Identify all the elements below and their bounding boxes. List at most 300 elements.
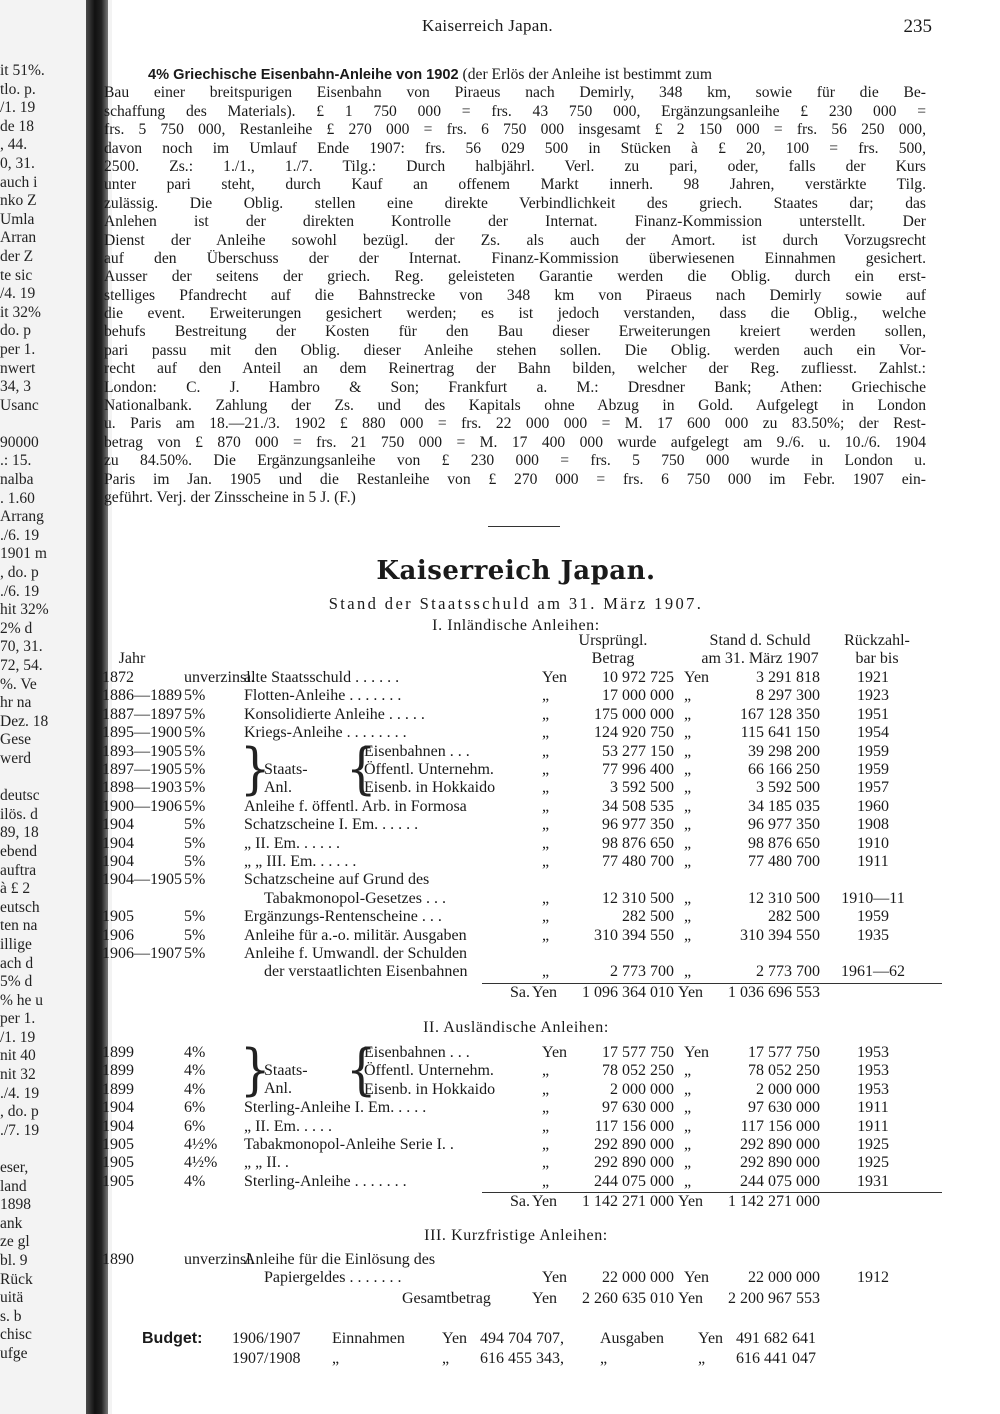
gutter-fragment: Umla	[0, 210, 35, 228]
cell-name: „ „ III. Em. . . . . .	[244, 853, 357, 870]
cell-stand: 12 310 500	[748, 889, 820, 907]
cell-bis: 1959	[857, 908, 889, 926]
cell-betrag: 98 876 650	[602, 834, 674, 852]
cell-cur1: „	[542, 1062, 550, 1080]
gutter-fragment: à £ 2	[0, 880, 31, 898]
gutter-fragment: 72, 54.	[0, 657, 43, 674]
gutter-fragment: Arrang	[0, 508, 44, 526]
cell-name: Sterling-Anleihe I. Em. . . . .	[244, 1099, 427, 1117]
left-brace: }	[240, 736, 271, 801]
cell-bis: 1957	[857, 779, 889, 797]
left-margin-bleed	[0, 0, 112, 1414]
table-row	[102, 927, 932, 945]
header-stand	[690, 632, 830, 668]
budget-ein: 616 455 343,	[480, 1350, 564, 1367]
paragraph-line-text: (der Erlös der Anleihe ist bestimmt zum	[458, 66, 712, 83]
gutter-fragment: uitä	[0, 1289, 24, 1307]
cell-zins: 5%	[184, 797, 206, 815]
gutter-fragment: it 51%.	[0, 62, 45, 79]
cell-bis: 1935	[857, 926, 889, 944]
paragraph-line-text: London: C. J. Hambro & Son; Frankfurt a. M.: Dresdner Bank; Athen: Griechische	[104, 378, 926, 396]
cell-stand: 3 291 818	[756, 669, 820, 686]
gutter-fragment: nalba	[0, 471, 34, 489]
gutter-fragment: deutsc	[0, 787, 40, 805]
gutter-fragment: it 32%	[0, 303, 41, 321]
part2-heading: II. Ausländische Anleihen:	[423, 1019, 609, 1036]
cell-jahr: 1904	[102, 853, 134, 870]
paragraph-line	[104, 232, 926, 250]
budget-aus_cur: Yen	[698, 1330, 724, 1347]
cell-zins: 4%	[184, 1044, 206, 1061]
table-row	[102, 1136, 932, 1154]
paragraph-line	[104, 379, 926, 397]
gutter-fragment: Rück	[0, 1270, 33, 1288]
table-row	[102, 816, 932, 834]
sum-stand: 1 036 696 553	[728, 983, 820, 1001]
cell-bis: 1959	[857, 761, 889, 778]
header-urspr-line2: Betrag	[591, 650, 635, 667]
sum-stand: 1 142 271 000	[728, 1193, 820, 1211]
cell-stand: 96 977 350	[748, 816, 820, 834]
cell-zins: 6%	[184, 1099, 206, 1117]
table-row	[102, 1154, 932, 1172]
table-row	[102, 853, 932, 871]
cell-stand: 97 630 000	[748, 1099, 820, 1117]
header-rueck-line2: bar bis	[855, 650, 899, 667]
left-brace: }	[240, 1037, 271, 1103]
cell-cur1: „	[542, 797, 550, 815]
cell-betrag: 77 480 700	[602, 853, 674, 870]
cell-cur1: Yen	[542, 1269, 568, 1287]
cell-cur2: „	[684, 963, 692, 981]
sum-cur1: Yen	[532, 1289, 558, 1307]
loan-title: 4% Griechische Eisenbahn-Anleihe von 1902	[148, 67, 459, 83]
cell-zins: 4%	[184, 1172, 206, 1190]
gutter-fragment: ufge	[0, 1344, 28, 1362]
cell-betrag: 292 890 000	[594, 1154, 674, 1172]
cell-stand: 2 773 700	[756, 963, 820, 981]
cell-betrag: 292 890 000	[594, 1136, 674, 1153]
paragraph-line-text: davon noch im Umlauf Ende 1907: frs. 56 029 500 in Stücken à £ 20, 100 = frs. 500,	[104, 139, 926, 157]
right-brace: {	[346, 736, 377, 801]
gutter-fragment: /1. 19	[0, 99, 36, 117]
budget-aus_label: Ausgaben	[600, 1330, 664, 1347]
cell-cur2: „	[684, 705, 692, 723]
cell-jahr: 1905	[102, 1136, 134, 1153]
table-row	[102, 1081, 932, 1099]
cell-betrag: 3 592 500	[610, 779, 674, 797]
gutter-fragment: per 1.	[0, 340, 36, 358]
cell-name: der verstaatlichten Eisenbahnen	[264, 963, 468, 981]
paragraph-line	[104, 176, 926, 194]
paragraph-line	[104, 66, 926, 84]
paragraph-line-text: u. Paris am 18.—21./3. 1902 £ 880 000 = frs. 22 000 000 = M. 17 600 000 zu 83.50%; der Rest-	[104, 415, 926, 433]
gutter-fragment: illige	[0, 935, 32, 953]
cell-betrag: 310 394 550	[594, 926, 674, 944]
budget-label: Budget:	[142, 1330, 203, 1347]
cell-betrag: 17 000 000	[602, 687, 674, 705]
gutter-fragment: chisc	[0, 1326, 32, 1344]
cell-zins: unverzinsl.	[184, 669, 255, 686]
gutter-fragment: 1901 m	[0, 545, 47, 563]
gutter-fragment: , do. p	[0, 1103, 39, 1121]
gutter-fragment: ilös. d	[0, 805, 38, 823]
gutter-fragment: ./4. 19	[0, 1084, 40, 1102]
cell-cur1: „	[542, 705, 550, 723]
cell-zins: 4½%	[184, 1154, 218, 1172]
cell-cur2: „	[684, 889, 692, 907]
gutter-fragment: ze gl	[0, 1233, 30, 1251]
gutter-fragment: % he u	[0, 991, 44, 1009]
cell-stand: 244 075 000	[740, 1172, 820, 1190]
gutter-fragment: Gese	[0, 731, 31, 749]
cell-name: alte Staatsschuld . . . . . .	[244, 669, 400, 686]
cell-stand: 3 592 500	[756, 779, 820, 797]
table-row	[102, 687, 932, 705]
cell-betrag: 2 000 000	[610, 1080, 674, 1098]
paragraph-line-text: die event. Erweiterungen gesichert werden; es ist jedoch verstanden, dass die Oblig., welche	[104, 305, 926, 323]
gutter-text-fragments	[0, 62, 84, 1364]
cell-jahr: 1895—1900	[102, 724, 182, 742]
table-row	[102, 835, 932, 853]
cell-cur1: „	[542, 1080, 550, 1098]
cell-betrag: 124 920 750	[594, 724, 674, 742]
cell-name: „ II. Em. . . . .	[244, 1117, 332, 1135]
cell-stand: 39 298 200	[748, 742, 820, 760]
gutter-fragment: hit 32%	[0, 601, 49, 619]
cell-name: Ergänzungs-Rentenscheine . . .	[244, 908, 442, 926]
paragraph-line	[104, 360, 926, 378]
table-row	[102, 963, 932, 981]
cell-stand: 115 641 150	[740, 724, 820, 742]
header-rueck-line1: Rückzahl-	[844, 632, 910, 649]
cell-jahr: 1898—1903	[102, 779, 182, 797]
gutter-fragment: hr na	[0, 694, 32, 712]
cell-bis: 1925	[857, 1136, 889, 1153]
budget-ein_label: Einnahmen	[332, 1330, 405, 1347]
sum-cur1: Yen	[532, 983, 558, 1001]
gutter-fragment: de 18	[0, 117, 35, 135]
sum-row	[102, 1193, 932, 1211]
cell-zins: 5%	[184, 705, 206, 723]
gutter-fragment: land	[0, 1177, 27, 1195]
cell-zins: 5%	[184, 761, 206, 778]
cell-jahr: 1887—1897	[102, 705, 182, 723]
paragraph-line-text: Ausser der seitens der griech. Reg. geleisteten Garantie werden die Oblig. durch ein erst-	[104, 268, 926, 286]
cell-betrag: 10 972 725	[602, 669, 674, 686]
cell-zins: 5%	[184, 742, 206, 760]
cell-betrag: 78 052 250	[602, 1062, 674, 1080]
gutter-fragment: ./7. 19	[0, 1121, 40, 1139]
gutter-fragment: 90000	[0, 433, 39, 451]
cell-jahr: 1906	[102, 926, 134, 944]
cell-zins: 5%	[184, 908, 206, 926]
cell-cur2: Yen	[684, 1044, 710, 1061]
paragraph-line-text: Dienst der Anleihe sowohl bezügl. der Zs. als auch der Amort. ist durch Vorzugsrecht	[104, 231, 926, 249]
paragraph-line-text: 2500. Zs.: 1./1., 1./7. Tilg.: Durch halbjährl. Verl. zu pari, oder, falls der Kurs	[104, 157, 926, 175]
gutter-fragment: nit 32	[0, 1066, 36, 1084]
paragraph-line-text: Paris im Jan. 1905 und die Restanleihe von £ 270 000 = frs. 6 750 000 im Febr. 1907 ein-	[104, 470, 926, 488]
table-row	[102, 1269, 932, 1287]
cell-bis: 1910—11	[841, 889, 905, 907]
greek-railway-loan-paragraph	[104, 66, 926, 507]
cell-stand: 17 577 750	[748, 1044, 820, 1061]
cell-cur2: „	[684, 816, 692, 834]
paragraph-line	[104, 415, 926, 433]
cell-stand: 34 185 035	[748, 797, 820, 815]
cell-betrag: 17 577 750	[602, 1044, 674, 1061]
budget-aus_cur: „	[698, 1350, 706, 1367]
cell-jahr: 1906—1907	[102, 945, 182, 962]
cell-jahr: 1890	[102, 1251, 134, 1268]
gutter-fragment: 70, 31.	[0, 638, 43, 656]
part1-heading: I. Inländische Anleihen:	[432, 617, 600, 634]
budget-aus: 616 441 047	[736, 1350, 816, 1367]
sum-label: Sa.	[510, 983, 530, 1001]
cell-cur1: „	[542, 963, 550, 981]
gutter-fragment: 89, 18	[0, 824, 39, 842]
cell-name: Schatzscheine I. Em. . . . . .	[244, 816, 419, 834]
sum-betrag: 1 142 271 000	[582, 1193, 674, 1211]
paragraph-line-text: behufs Bestreitung der Kosten für den Bau dieser Erweiterungen kreiert werden sollen,	[104, 323, 926, 341]
gutter-fragment: bl. 9	[0, 1252, 28, 1269]
cell-cur2: „	[684, 1080, 692, 1098]
cell-zins: 4½%	[184, 1136, 218, 1153]
gutter-fragment: ten na	[0, 917, 38, 935]
cell-jahr: 1899	[102, 1080, 134, 1098]
cell-name: Kriegs-Anleihe . . . . . . . .	[244, 724, 407, 742]
cell-name: Papiergeldes . . . . . . .	[264, 1269, 402, 1287]
gutter-fragment: tlo. p.	[0, 80, 36, 98]
gutter-fragment: per 1.	[0, 1010, 36, 1028]
sum-cur2: Yen	[678, 1193, 704, 1211]
cell-zins: 5%	[184, 724, 206, 742]
cell-bis: 1953	[857, 1062, 889, 1080]
cell-jahr: 1886—1889	[102, 687, 182, 705]
cell-stand: 98 876 650	[748, 834, 820, 852]
cell-cur1: „	[542, 889, 550, 907]
gutter-fragment: . 1.60	[0, 489, 35, 507]
cell-zins: 4%	[184, 1062, 206, 1080]
header-stand-line2: am 31. März 1907	[701, 650, 819, 667]
cell-bis: 1953	[857, 1044, 889, 1061]
gutter-fragment: /4. 19	[0, 285, 36, 303]
cell-name: Eisenbahnen . . .	[364, 1044, 470, 1061]
cell-stand: 66 166 250	[748, 761, 820, 778]
gutter-fragment: te sic	[0, 266, 33, 284]
gutter-fragment: ebend	[0, 842, 38, 860]
table-row	[102, 871, 932, 889]
sum-cur2: Yen	[678, 1289, 704, 1307]
paragraph-line-text: Nationalbank. Zahlung der Zs. und des Kapitals ohne Abzug in Gold. Aufgelegt in London	[104, 397, 926, 415]
cell-name: Flotten-Anleihe . . . . . . .	[244, 687, 402, 705]
paragraph-line-text: stelliges Pfandrecht auf die Bahnstrecke von 348 km von Piraeus nach Demirly sowie auf	[104, 286, 926, 304]
paragraph-line	[104, 323, 926, 341]
cell-cur2: „	[684, 908, 692, 926]
budget-jahr: 1906/1907	[232, 1330, 301, 1347]
paragraph-line	[104, 489, 926, 507]
cell-name: Anleihe für a.-o. militär. Ausgaben	[244, 926, 467, 944]
table-row	[102, 1173, 932, 1191]
gutter-fragment: auch i	[0, 173, 38, 191]
cell-betrag: 12 310 500	[602, 889, 674, 907]
gutter-fragment: ach d	[0, 954, 34, 972]
cell-name: Anleihe f. Umwandl. der Schulden	[244, 945, 468, 962]
cell-cur2: Yen	[684, 1269, 710, 1287]
paragraph-line-text: pari passu mit den Oblig. dieser Anleihe stehen sollen. Die Oblig. werden auch ein Vor-	[104, 341, 926, 359]
cell-name: Anleihe f. öffentl. Arb. in Formosa	[244, 797, 467, 815]
cell-jahr: 1904	[102, 1117, 134, 1135]
cell-cur2: „	[684, 1172, 692, 1190]
cell-cur1: Yen	[542, 669, 568, 686]
page	[102, 0, 992, 1414]
cell-name: „ „ II. .	[244, 1154, 289, 1172]
part3-heading: III. Kurzfristige Anleihen:	[424, 1227, 608, 1244]
cell-betrag: 282 500	[622, 908, 674, 926]
paragraph-line	[104, 103, 926, 121]
paragraph-line	[104, 140, 926, 158]
cell-stand: 22 000 000	[748, 1269, 820, 1287]
cell-cur2: „	[684, 834, 692, 852]
cell-betrag: 2 773 700	[610, 963, 674, 981]
cell-bis: 1931	[857, 1172, 889, 1190]
cell-cur2: „	[684, 1117, 692, 1135]
cell-name: Eisenb. in Hokkaido	[364, 779, 496, 797]
sum-label: Gesamtbetrag	[402, 1289, 491, 1307]
right-brace: {	[346, 1037, 377, 1103]
cell-stand: 117 156 000	[740, 1117, 820, 1135]
gutter-fragment: 0, 31.	[0, 154, 35, 172]
cell-cur2: „	[684, 853, 692, 870]
cell-zins: 5%	[184, 779, 206, 797]
cell-stand: 292 890 000	[740, 1136, 820, 1153]
page-number: 235	[903, 16, 932, 37]
paragraph-line-text: Bau einer breitspurigen Eisenbahn von Piraeus nach Demirly, 348 km, sowie für die Be-	[104, 84, 926, 102]
paragraph-line	[104, 195, 926, 213]
cell-bis: 1910	[857, 834, 889, 852]
budget-aus_label: „	[600, 1350, 608, 1367]
cell-zins: 5%	[184, 834, 206, 852]
paragraph-line	[104, 434, 926, 452]
paragraph-line	[104, 250, 926, 268]
table-row	[102, 743, 932, 761]
cell-name: Sterling-Anleihe . . . . . . .	[244, 1172, 407, 1190]
cell-jahr: 1905	[102, 1154, 134, 1172]
cell-jahr: 1893—1905	[102, 742, 182, 760]
cell-name: Schatzscheine auf Grund des	[244, 871, 430, 889]
cell-cur1: „	[542, 1154, 550, 1172]
cell-cur2: „	[684, 687, 692, 705]
gutter-fragment	[0, 769, 84, 788]
paragraph-line-text: zulässig. Die Oblig. stellen eine direkte Verbindlichkeit des griech. Staates dar; das	[104, 194, 926, 212]
paragraph-line	[104, 397, 926, 415]
cell-betrag: 244 075 000	[594, 1172, 674, 1190]
cell-name: Tabakmonopol-Gesetzes . . .	[264, 889, 446, 907]
cell-name: „ II. Em. . . . . .	[244, 834, 340, 852]
paragraph-line-text: recht auf den Anteil an dem Reinertrag der Bahn bilden, welcher der Reg. zufliesst. Zahlst.:	[104, 360, 926, 378]
cell-stand: 2 000 000	[756, 1080, 820, 1098]
cell-bis: 1912	[857, 1269, 889, 1287]
cell-jahr: 1899	[102, 1044, 134, 1061]
gutter-fragment: ank	[0, 1214, 23, 1232]
paragraph-line	[104, 287, 926, 305]
paragraph-line-text: zu 84.50%. Die Ergänzungsanleihe von £ 230 000 = frs. 5 750 000 wurde in London u.	[104, 452, 926, 470]
cell-cur1: „	[542, 1099, 550, 1117]
paragraph-line	[104, 158, 926, 176]
cell-zins: 5%	[184, 926, 206, 944]
cell-cur1: „	[542, 926, 550, 944]
cell-cur1: „	[542, 724, 550, 742]
paragraph-line-text: geführt. Verj. der Zinsscheine in 5 J. (F.)	[104, 488, 356, 506]
cell-cur1: „	[542, 1117, 550, 1135]
sum-betrag: 2 260 635 010	[582, 1289, 674, 1307]
cell-bis: 1911	[857, 1117, 889, 1135]
cell-betrag: 175 000 000	[594, 705, 674, 723]
gutter-fragment: werd	[0, 749, 31, 767]
sum-betrag: 1 096 364 010	[582, 983, 674, 1001]
cell-zins: 5%	[184, 816, 206, 834]
sum-cur1: Yen	[532, 1193, 558, 1211]
cell-name: Anleihe für die Einlösung des	[244, 1251, 436, 1268]
gutter-fragment: 34, 3	[0, 378, 31, 396]
gutter-fragment: auftra	[0, 861, 37, 879]
paragraph-line-text: unter pari steht, durch Kauf an offenem Markt innerh. 98 Jahren, verstärkte Tilg.	[104, 176, 926, 194]
cell-stand: 167 128 350	[740, 705, 820, 723]
cell-cur1: „	[542, 816, 550, 834]
cell-cur2: „	[684, 742, 692, 760]
cell-cur2: Yen	[684, 669, 710, 686]
table-row	[102, 1062, 932, 1080]
cell-cur2: „	[684, 797, 692, 815]
budget-ein_cur: „	[442, 1350, 450, 1367]
cell-name: Tabakmonopol-Anleihe Serie I. .	[244, 1136, 454, 1153]
gutter-fragment: %. Ve	[0, 675, 37, 693]
cell-stand: 78 052 250	[748, 1062, 820, 1080]
cell-cur1: „	[542, 908, 550, 926]
table-row	[102, 669, 932, 687]
cell-bis: 1961—62	[841, 963, 905, 981]
table-row	[102, 908, 932, 926]
table-row	[102, 1251, 932, 1269]
cell-bis: 1923	[857, 687, 889, 705]
cell-cur2: „	[684, 1154, 692, 1172]
section-title: Kaiserreich Japan.	[376, 556, 656, 586]
gutter-fragment: der Z	[0, 247, 34, 265]
paragraph-line-text: schaffung des Materials). £ 1 750 000 = frs. 43 750 000, Ergänzungsanleihe £ 230 000 =	[104, 102, 926, 120]
cell-betrag: 22 000 000	[602, 1269, 674, 1287]
paragraph-line-text: Anlehen ist der direkten Kontrolle der Internat. Finanz-Kommission unterstellt. Der	[104, 213, 926, 231]
gutter-fragment: .: 15.	[0, 452, 32, 470]
header-jahr: Jahr	[118, 650, 146, 667]
cell-zins: 4%	[184, 1080, 206, 1098]
cell-zins: 5%	[184, 945, 206, 962]
paragraph-line	[104, 471, 926, 489]
cell-cur2: „	[684, 724, 692, 742]
gutter-fragment: Dez. 18	[0, 712, 49, 730]
gutter-fragment: eutsch	[0, 898, 40, 916]
cell-jahr: 1904—1905	[102, 871, 182, 889]
cell-cur1: „	[542, 687, 550, 705]
cell-zins: unverzinsl.	[184, 1251, 255, 1268]
cell-cur2: „	[684, 926, 692, 944]
cell-bis: 1959	[857, 742, 889, 760]
cell-jahr: 1899	[102, 1062, 134, 1080]
cell-name: Eisenb. in Hokkaido	[364, 1080, 496, 1098]
gutter-fragment	[0, 415, 84, 434]
budget-jahr: 1907/1908	[232, 1350, 301, 1367]
running-title: Kaiserreich Japan.	[422, 16, 553, 35]
table-row	[102, 1118, 932, 1136]
